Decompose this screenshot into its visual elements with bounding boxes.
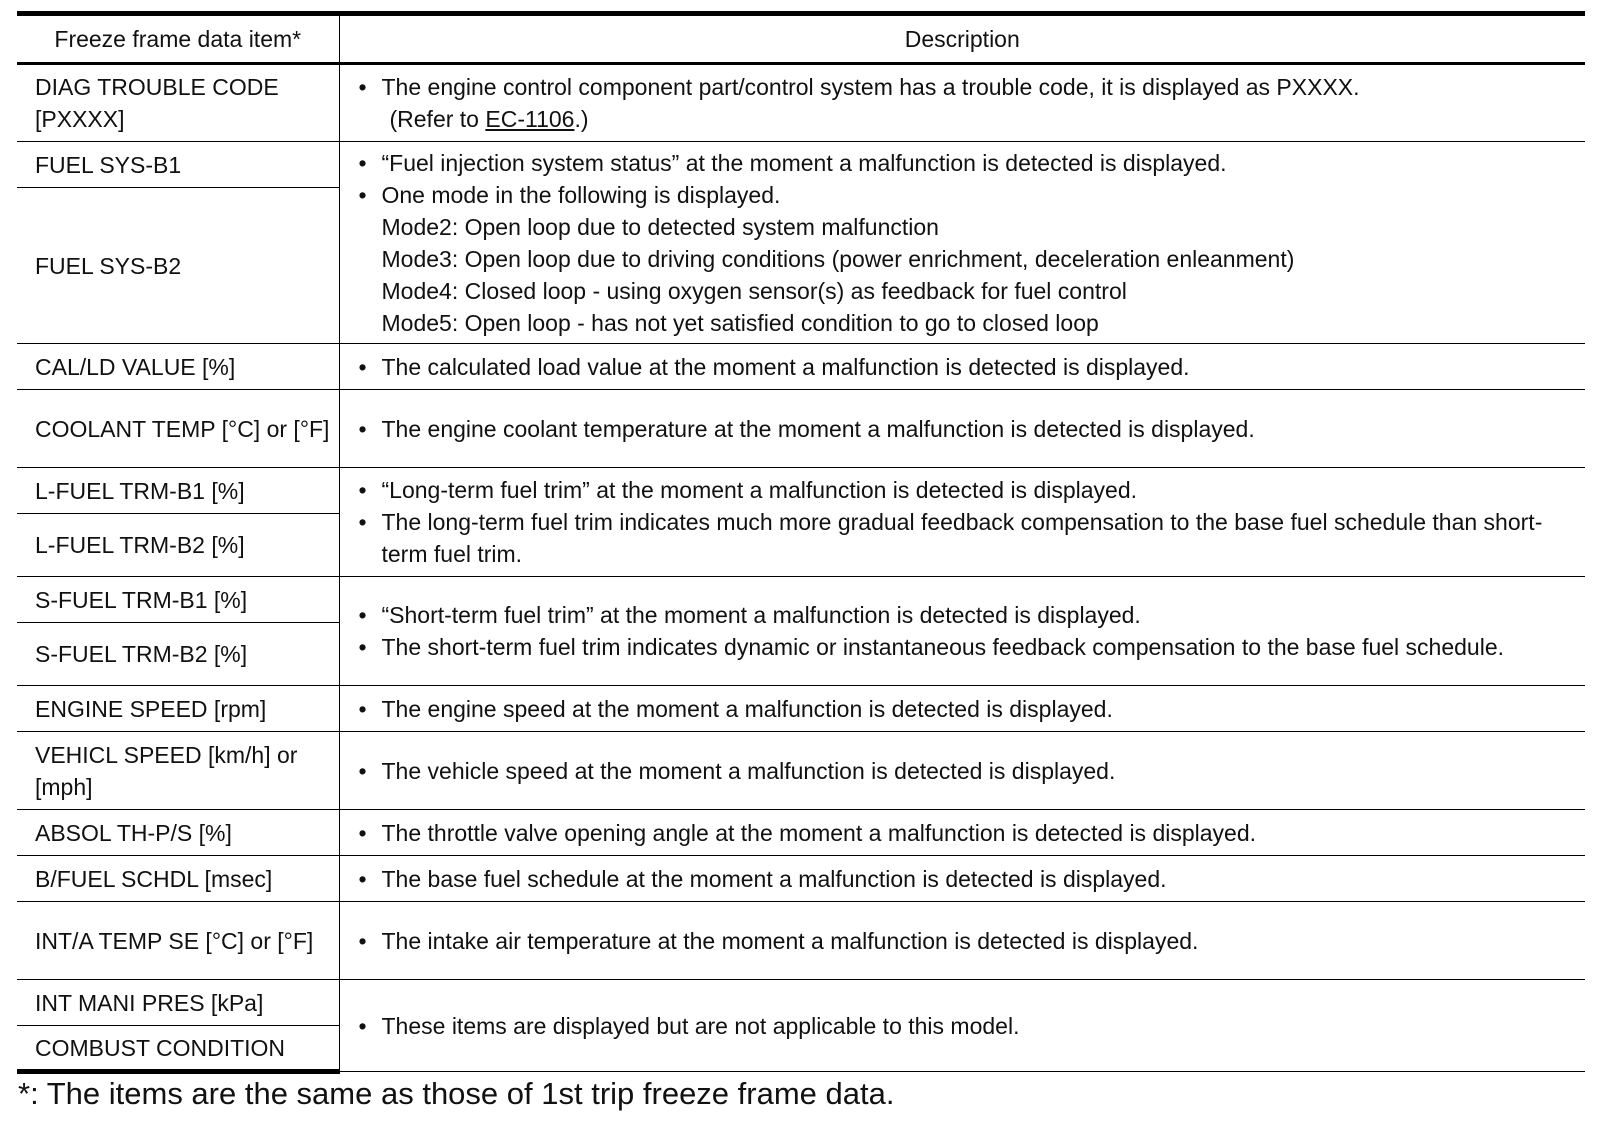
item-fuel-sys-b1: FUEL SYS-B1 [17,142,339,188]
item-fuel-sys-b2: FUEL SYS-B2 [17,188,339,344]
table-header-row [17,14,1585,64]
item-int-mani-pres: INT MANI PRES [kPa] [17,980,339,1026]
item-s-fuel-trm-b1: S-FUEL TRM-B1 [%] [17,577,339,623]
bullet-item: • The engine coolant temperature at the moment a malfunction is detected is displayed. [356,413,1576,445]
desc-engine-speed [339,686,1585,732]
item-int-a-temp-se: INT/A TEMP SE [°C] or [°F] [17,902,339,980]
bullet-item: • “Long-term fuel trim” at the moment a malfunction is detected is displayed. [356,474,1576,506]
bullet-item: • “Short-term fuel trim” at the moment a malfunction is detected is displayed. [356,599,1576,631]
table-row [17,686,1585,732]
bullet-item: • The intake air temperature at the moment a malfunction is detected is displayed. [356,925,1576,957]
item-engine-speed: ENGINE SPEED [rpm] [17,686,339,732]
table-row [17,577,1585,623]
ref-prefix: (Refer to [389,106,479,132]
freeze-frame-table [17,11,1585,1074]
bullet-item: • “Fuel injection system status” at the moment a malfunction is detected is displayed. [356,147,1576,179]
item-absol-th-ps: ABSOL TH-P/S [%] [17,810,339,856]
table-row [17,142,1585,188]
header-item: Freeze frame data item* [17,14,339,64]
item-s-fuel-trm-b2: S-FUEL TRM-B2 [%] [17,623,339,686]
desc-s-fuel-trm [339,577,1585,686]
bullet-item [356,71,1576,135]
desc-text: One mode in the following is displayed. [381,181,781,208]
table-row [17,732,1585,810]
mode-line: Mode2: Open loop due to detected system malfunction [381,213,939,240]
bullet-item: • These items are displayed but are not applicable to this model. [356,1010,1576,1042]
table-row [17,810,1585,856]
table-row [17,856,1585,902]
bullet-item: • The short-term fuel trim indicates dynamic or instantaneous feedback compensation to the base fuel schedule. [356,631,1576,663]
ref-link[interactable]: EC-1106 [485,106,575,132]
item-vehicl-speed: VEHICL SPEED [km/h] or [mph] [17,732,339,810]
item-b-fuel-schdl: B/FUEL SCHDL [msec] [17,856,339,902]
table-row [17,980,1585,1026]
table-row [17,468,1585,514]
item-coolant-temp: COOLANT TEMP [°C] or [°F] [17,390,339,468]
bullet-item: • The calculated load value at the moment a malfunction is detected is displayed. [356,351,1576,383]
bullet-item: • The long-term fuel trim indicates much more gradual feedback compensation to the base fuel schedule than short-term fuel trim. [356,506,1576,570]
bullet-item [356,179,1576,339]
table-row [17,344,1585,390]
desc-b-fuel-schdl [339,856,1585,902]
desc-cal-ld-value [339,344,1585,390]
desc-int-a-temp-se [339,902,1585,980]
bullet-item: • The vehicle speed at the moment a malfunction is detected is displayed. [356,755,1576,787]
footnote: *: The items are the same as those of 1st trip freeze frame data. [18,1076,895,1111]
ref-suffix: .) [574,106,589,132]
table-row [17,390,1585,468]
desc-not-applicable [339,980,1585,1072]
desc-diag-trouble-code [339,64,1585,142]
desc-coolant-temp [339,390,1585,468]
item-l-fuel-trm-b1: L-FUEL TRM-B1 [%] [17,468,339,514]
item-diag-trouble-code: DIAG TROUBLE CODE [PXXXX] [17,64,339,142]
table-row [17,64,1585,142]
desc-l-fuel-trm [339,468,1585,577]
mode-line: Mode3: Open loop due to driving conditions (power enrichment, deceleration enleanment) [381,245,1295,272]
mode-line: Mode4: Closed loop - using oxygen sensor(s) as feedback for fuel control [381,277,1127,304]
header-description: Description [339,14,1585,64]
bullet-item: • The throttle valve opening angle at the moment a malfunction is detected is displayed. [356,817,1576,849]
table-row [17,902,1585,980]
item-combust-condition: COMBUST CONDITION [17,1026,339,1072]
desc-text: The engine control component part/control system has a trouble code, it is displayed as PXXXX. [381,74,1360,100]
mode-line: Mode5: Open loop - has not yet satisfied condition to go to closed loop [381,309,1099,336]
item-cal-ld-value: CAL/LD VALUE [%] [17,344,339,390]
bullet-item: • The base fuel schedule at the moment a malfunction is detected is displayed. [356,863,1576,895]
reference [382,103,1576,135]
bullet-item: • The engine speed at the moment a malfunction is detected is displayed. [356,693,1576,725]
desc-absol-th-ps [339,810,1585,856]
item-l-fuel-trm-b2: L-FUEL TRM-B2 [%] [17,514,339,577]
desc-vehicl-speed [339,732,1585,810]
desc-fuel-sys [339,142,1585,344]
